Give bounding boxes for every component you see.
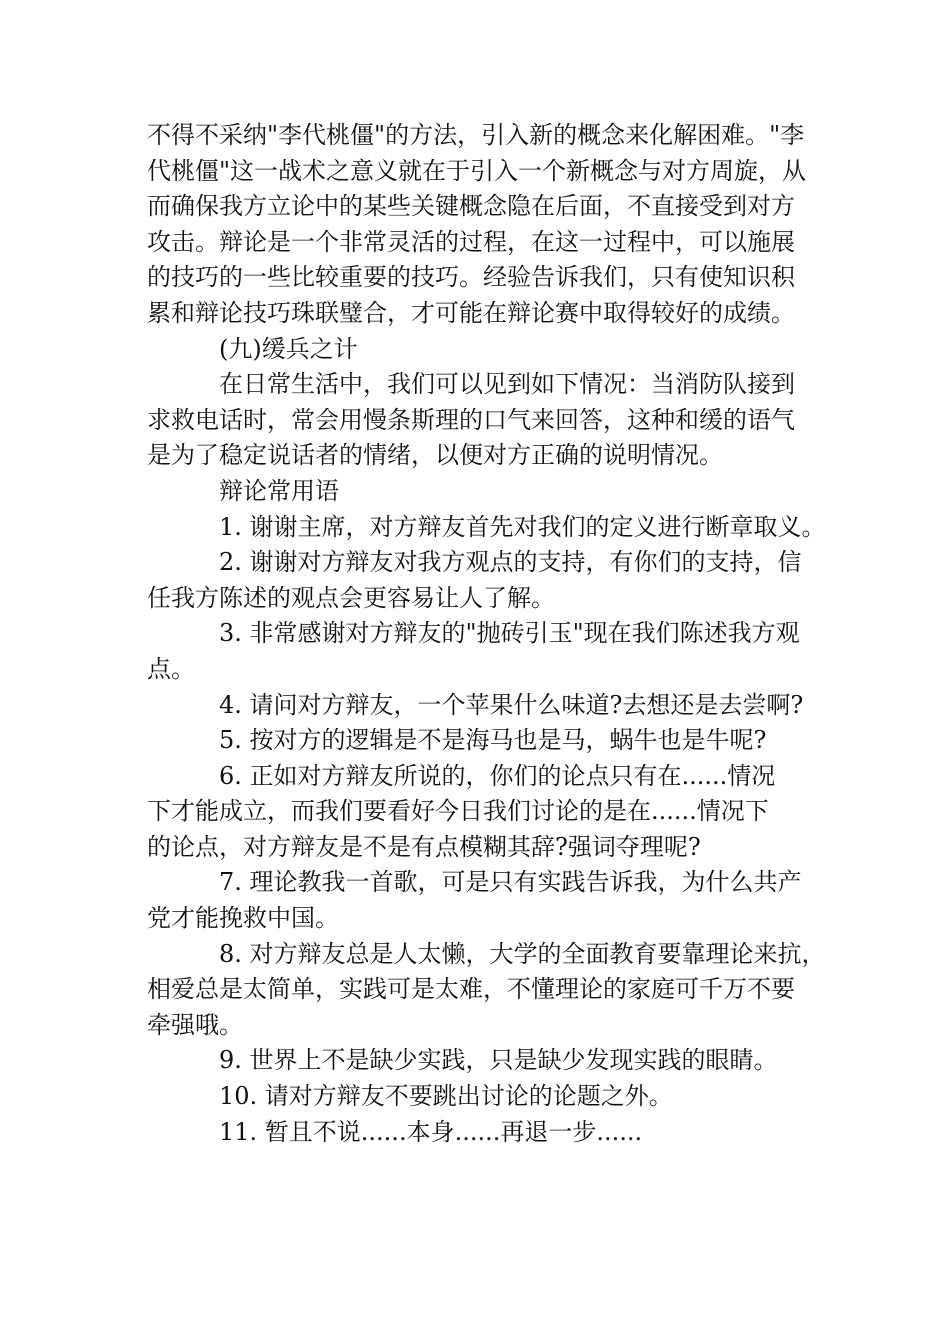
- text-line: 相爱总是太简单，实践可是太难，不懂理论的家庭可千万不要: [147, 975, 795, 1004]
- text-line: 点。: [147, 654, 195, 683]
- text-line: 2. 谢谢对方辩友对我方观点的支持，有你们的支持，信: [219, 548, 802, 577]
- text-line: 5. 按对方的逻辑是不是海马也是马，蜗牛也是牛呢?: [219, 726, 767, 755]
- text-line: 而确保我方立论中的某些关键概念隐在后面，不直接受到对方: [147, 192, 795, 221]
- text-line: 11. 暂且不说......本身......再退一步......: [219, 1117, 643, 1146]
- text-line: 累和辩论技巧珠联璧合，才可能在辩论赛中取得较好的成绩。: [147, 298, 795, 327]
- text-line: 6. 正如对方辩友所说的，你们的论点只有在......情况: [219, 761, 776, 790]
- text-line: 不得不采纳"李代桃僵"的方法，引入新的概念来化解困难。"李: [147, 121, 805, 149]
- text-line: 下才能成立，而我们要看好今日我们讨论的是在......情况下: [147, 797, 769, 826]
- text-line: 8. 对方辩友总是人太懒，大学的全面教育要靠理论来抗，: [219, 939, 826, 968]
- document-body: [147, 118, 827, 1150]
- text-line: 是为了稳定说话者的情绪，以便对方正确的说明情况。: [147, 441, 723, 470]
- text-line: 的论点，对方辩友是不是有点模糊其辞?强词夺理呢?: [147, 832, 701, 861]
- text-line: 牵强哦。: [147, 1010, 243, 1039]
- text-line: 1. 谢谢主席，对方辩友首先对我们的定义进行断章取义。: [219, 512, 826, 541]
- text-line: 7. 理论教我一首歌，可是只有实践告诉我，为什么共产: [219, 868, 802, 897]
- text-line: 辩论常用语: [219, 476, 339, 505]
- text-line: 的技巧的一些比较重要的技巧。经验告诉我们，只有使知识积: [147, 263, 795, 292]
- text-line: (九)缓兵之计: [219, 334, 358, 363]
- text-line: 党才能挽救中国。: [147, 904, 339, 933]
- text-line: 3. 非常感谢对方辩友的"抛砖引玉"现在我们陈述我方观: [219, 619, 800, 648]
- text-line: 10. 请对方辩友不要跳出讨论的论题之外。: [219, 1082, 673, 1111]
- text-line: 4. 请问对方辩友，一个苹果什么味道?去想还是去尝啊?: [219, 690, 804, 719]
- text-line: 9. 世界上不是缺少实践，只是缺少发现实践的眼睛。: [219, 1046, 778, 1075]
- text-line: 代桃僵"这一战术之意义就在于引入一个新概念与对方周旋，从: [147, 156, 807, 185]
- text-line: 在日常生活中，我们可以见到如下情况：当消防队接到: [219, 370, 795, 399]
- text-line: 求救电话时，常会用慢条斯理的口气来回答，这种和缓的语气: [147, 405, 795, 434]
- text-line: 攻击。辩论是一个非常灵活的过程，在这一过程中，可以施展: [147, 227, 795, 256]
- text-line: 任我方陈述的观点会更容易让人了解。: [147, 583, 555, 612]
